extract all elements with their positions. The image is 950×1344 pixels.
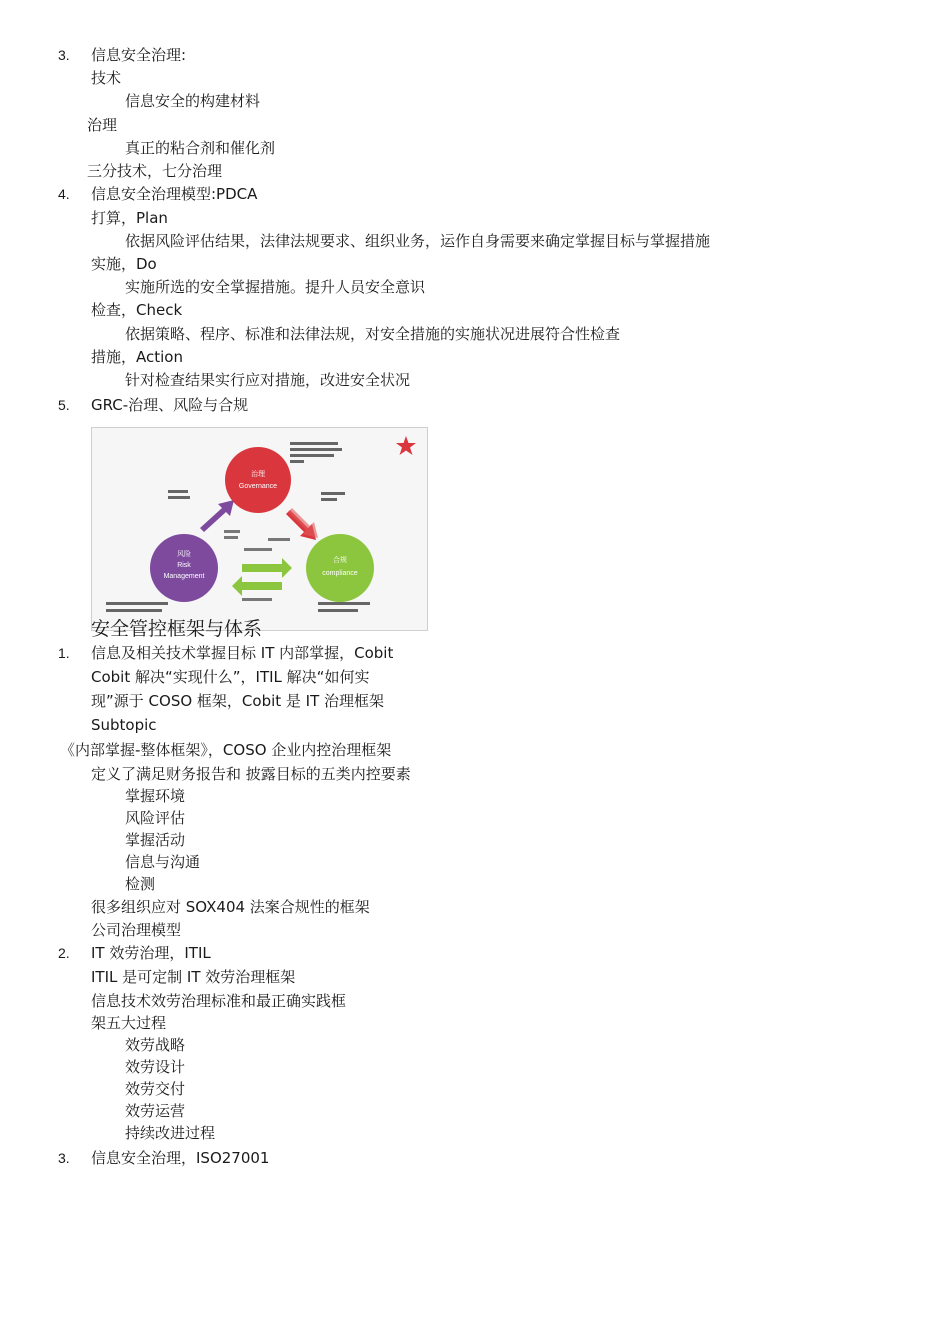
compliance-cn: 合规 [333, 557, 347, 564]
list-item: 很多组织应对 SOX404 法案合规性的框架 [91, 898, 370, 916]
list-item: 针对检查结果实行应对措施，改进安全状况 [125, 371, 411, 389]
list-number: 3. [58, 1150, 70, 1166]
list-item: 掌握活动 [125, 831, 186, 849]
list-item: 风险评估 [125, 809, 186, 827]
list-item: 现”源于 COSO 框架，Cobit 是 IT 治理框架 [91, 692, 385, 710]
grc-diagram-image [91, 427, 428, 631]
list-number: 2. [58, 945, 70, 961]
governance-circle [225, 447, 291, 513]
section-title: GRC-治理、风险与合规 [91, 396, 249, 414]
list-item: 三分技术，七分治理 [87, 162, 223, 180]
section-title: 信息安全治理: [91, 46, 187, 64]
list-item: 措施，Action [91, 348, 183, 366]
list-item: 依据策略、程序、标准和法律法规，对安全措施的实施状况进展符合性检查 [125, 325, 621, 343]
risk-en: Risk [177, 562, 191, 569]
list-item: ITIL 是可定制 IT 效劳治理框架 [91, 968, 296, 986]
list-item: 效劳战略 [125, 1036, 186, 1054]
section-heading: 安全管控框架与体系 [91, 618, 263, 640]
list-item: 公司治理模型 [91, 921, 182, 939]
risk-en-2: Management [163, 573, 205, 580]
list-item: Subtopic [91, 716, 157, 734]
list-item: 打算，Plan [91, 209, 168, 227]
list-item: 掌握环境 [125, 787, 186, 805]
list-item: 治理 [87, 116, 118, 134]
list-item: 技术 [91, 69, 122, 87]
risk-cn: 风险 [177, 551, 191, 558]
list-item: 效劳交付 [125, 1080, 186, 1098]
list-number: 5. [58, 397, 70, 413]
list-item: Cobit 解决“实现什么”，ITIL 解决“如何实 [91, 668, 370, 686]
list-item: 持续改进过程 [125, 1124, 216, 1142]
list-item: 《内部掌握-整体框架》，COSO 企业内控治理框架 [60, 741, 392, 759]
list-item: 实施，Do [91, 255, 157, 273]
list-item: 信息技术效劳治理标准和最正确实践框 [91, 992, 347, 1010]
list-number: 3. [58, 47, 70, 63]
list-item: 效劳设计 [125, 1058, 186, 1076]
list-number: 4. [58, 186, 70, 202]
list-item: 依据风险评估结果，法律法规要求、组织业务，运作自身需要来确定掌握目标与掌握措施 [125, 232, 711, 250]
list-item: 检查，Check [91, 301, 183, 319]
list-item: IT 效劳治理，ITIL [91, 944, 211, 962]
list-item: 效劳运营 [125, 1102, 186, 1120]
governance-en: Governance [238, 483, 278, 490]
list-item: 定义了满足财务报告和 披露目标的五类内控要素 [91, 765, 411, 783]
list-number: 1. [58, 645, 70, 661]
governance-cn: 治理 [251, 471, 265, 478]
list-item: 架五大过程 [91, 1014, 167, 1032]
list-item: 信息安全治理，ISO27001 [91, 1149, 270, 1167]
list-item: 信息安全的构建材料 [125, 92, 261, 110]
list-item: 实施所选的安全掌握措施。提升人员安全意识 [125, 278, 426, 296]
list-item: 信息与沟通 [125, 853, 201, 871]
list-item: 真正的粘合剂和催化剂 [125, 139, 276, 157]
section-title: 信息安全治理模型:PDCA [91, 185, 258, 203]
list-item: 检测 [125, 875, 156, 893]
compliance-circle [306, 534, 374, 602]
compliance-en: compliance [322, 570, 358, 577]
list-item: 信息及相关技术掌握目标 IT 内部掌握，Cobit [91, 644, 394, 662]
